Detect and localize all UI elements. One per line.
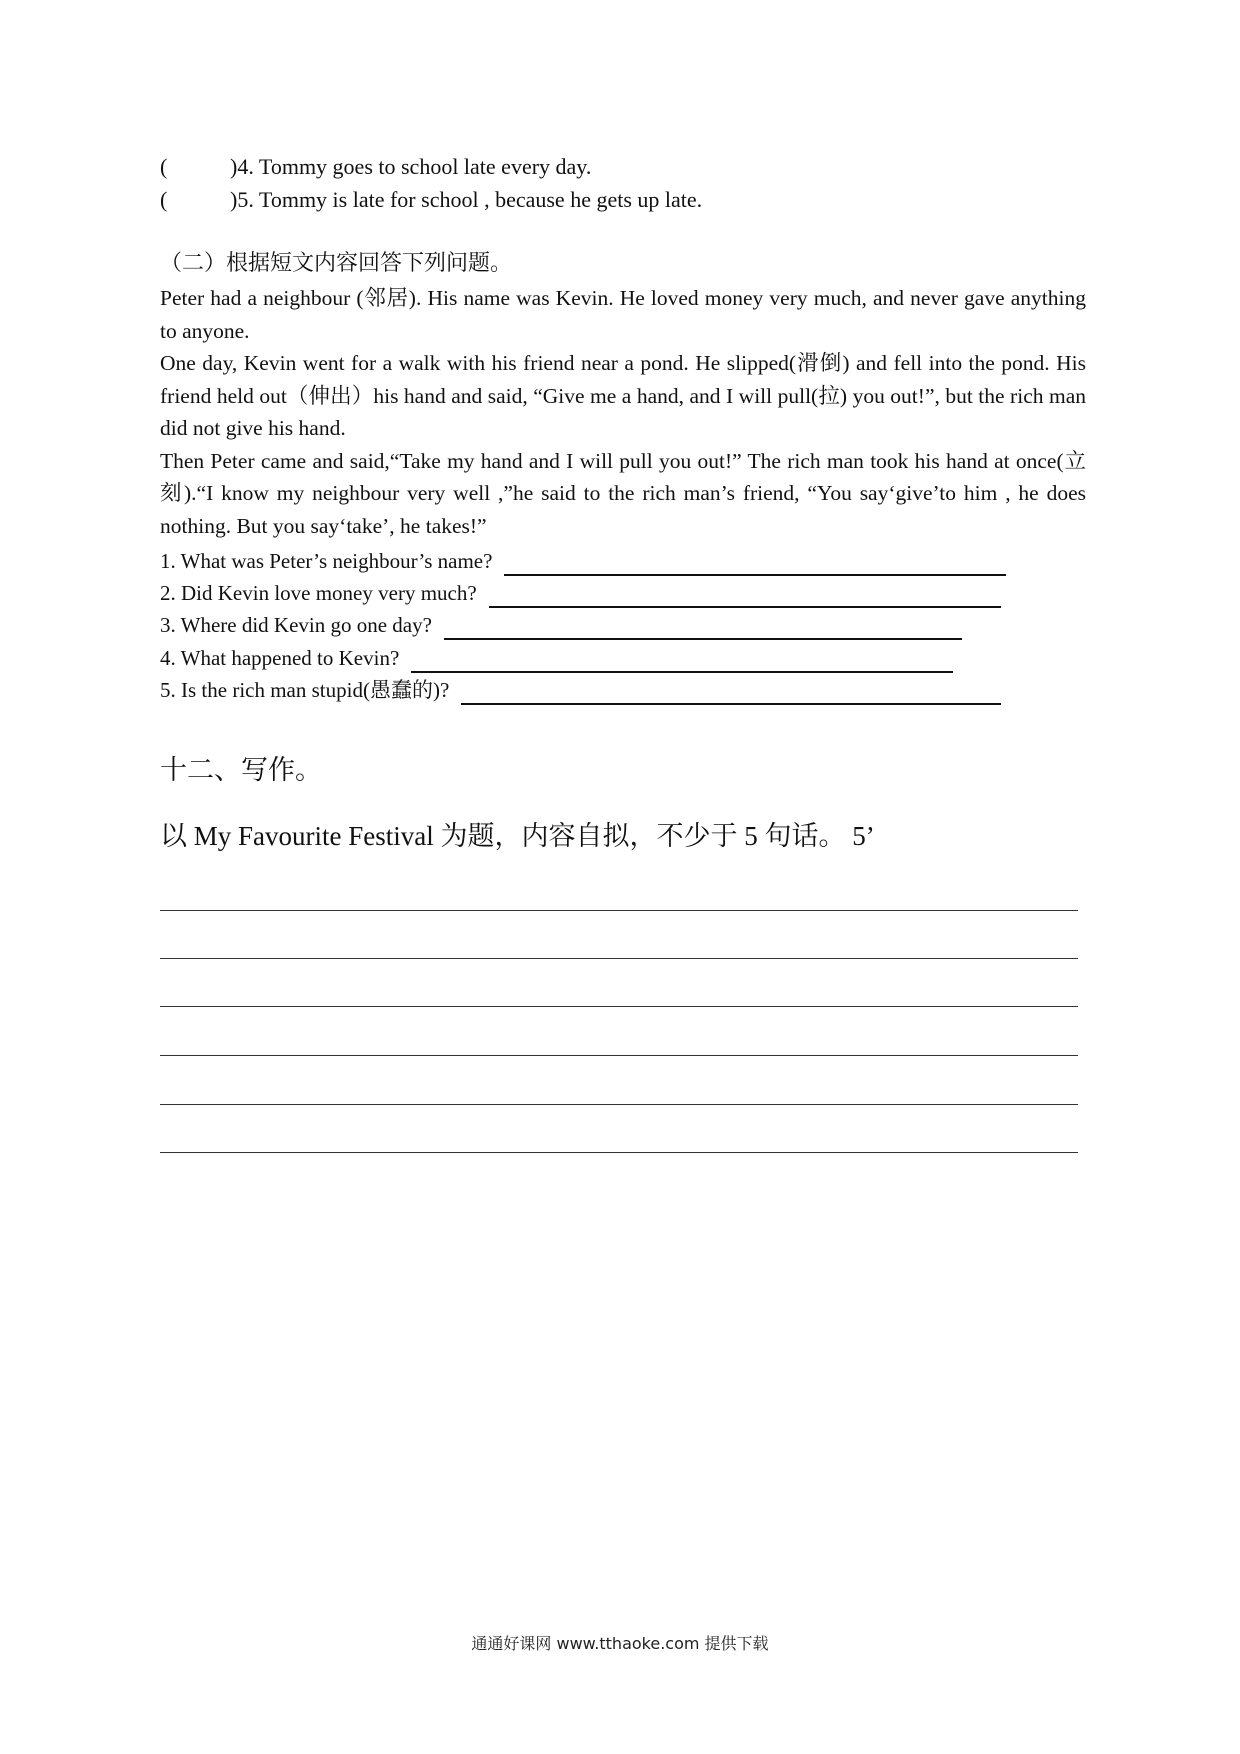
page-footer: 通通好课网 www.tthaoke.com 提供下载 <box>471 1634 769 1653</box>
writing-line-4[interactable] <box>160 1055 1078 1056</box>
answer-blank[interactable] <box>504 552 1006 576</box>
writing-prompt: 以 My Favourite Festival 为题，内容自拟，不少于 5 句话。 5’ <box>160 821 875 851</box>
statement-text: )5. Tommy is late for school , because he gets up late. <box>230 187 703 212</box>
writing-line-1[interactable] <box>160 910 1078 911</box>
question-text: 4. What happened to Kevin? <box>160 646 400 670</box>
true-false-item-4 <box>160 152 591 182</box>
answer-paren: ( <box>160 154 168 179</box>
answer-blank[interactable] <box>444 616 962 640</box>
question-5 <box>160 675 1001 705</box>
writing-line-5[interactable] <box>160 1104 1078 1105</box>
writing-heading: 十二、写作。 <box>160 755 322 785</box>
question-text: 3. Where did Kevin go one day? <box>160 613 432 637</box>
answer-paren: ( <box>160 187 168 212</box>
question-text: 5. Is the rich man stupid(愚蠢的)? <box>160 678 450 702</box>
passage-paragraph-1: Peter had a neighbour (邻居). His name was Kevin. He loved money very much, and never gave anything to anyone. <box>160 286 1086 343</box>
answer-blank[interactable] <box>411 649 953 673</box>
answer-blank[interactable] <box>489 584 1001 608</box>
question-4 <box>160 643 953 673</box>
passage-paragraph-2: One day, Kevin went for a walk with his friend near a pond. He slipped(滑倒) and fell into the pond. His friend held out（伸出）his hand and said, “Give me a hand, and I will pull(拉) you out!”, but the rich man did not give his hand. <box>160 351 1086 440</box>
reading-passage <box>160 282 1086 542</box>
question-1 <box>160 546 1006 576</box>
question-text: 1. What was Peter’s neighbour’s name? <box>160 549 493 573</box>
question-3 <box>160 610 962 640</box>
statement-text: )4. Tommy goes to school late every day. <box>230 154 592 179</box>
true-false-item-5 <box>160 185 702 215</box>
answer-blank[interactable] <box>461 681 1001 705</box>
writing-line-6[interactable] <box>160 1152 1078 1153</box>
writing-line-2[interactable] <box>160 958 1078 959</box>
question-2 <box>160 578 1001 608</box>
section-2-title: （二）根据短文内容回答下列问题。 <box>160 250 513 275</box>
passage-paragraph-3: Then Peter came and said,“Take my hand and I will pull you out!” The rich man took his hand at once(立刻).“I know my neighbour very well ,”he said to the rich man’s friend, “You say‘give’to him , he does nothing. But you say‘take’, he takes!” <box>160 448 1086 538</box>
writing-line-3[interactable] <box>160 1006 1078 1007</box>
question-text: 2. Did Kevin love money very much? <box>160 581 477 605</box>
